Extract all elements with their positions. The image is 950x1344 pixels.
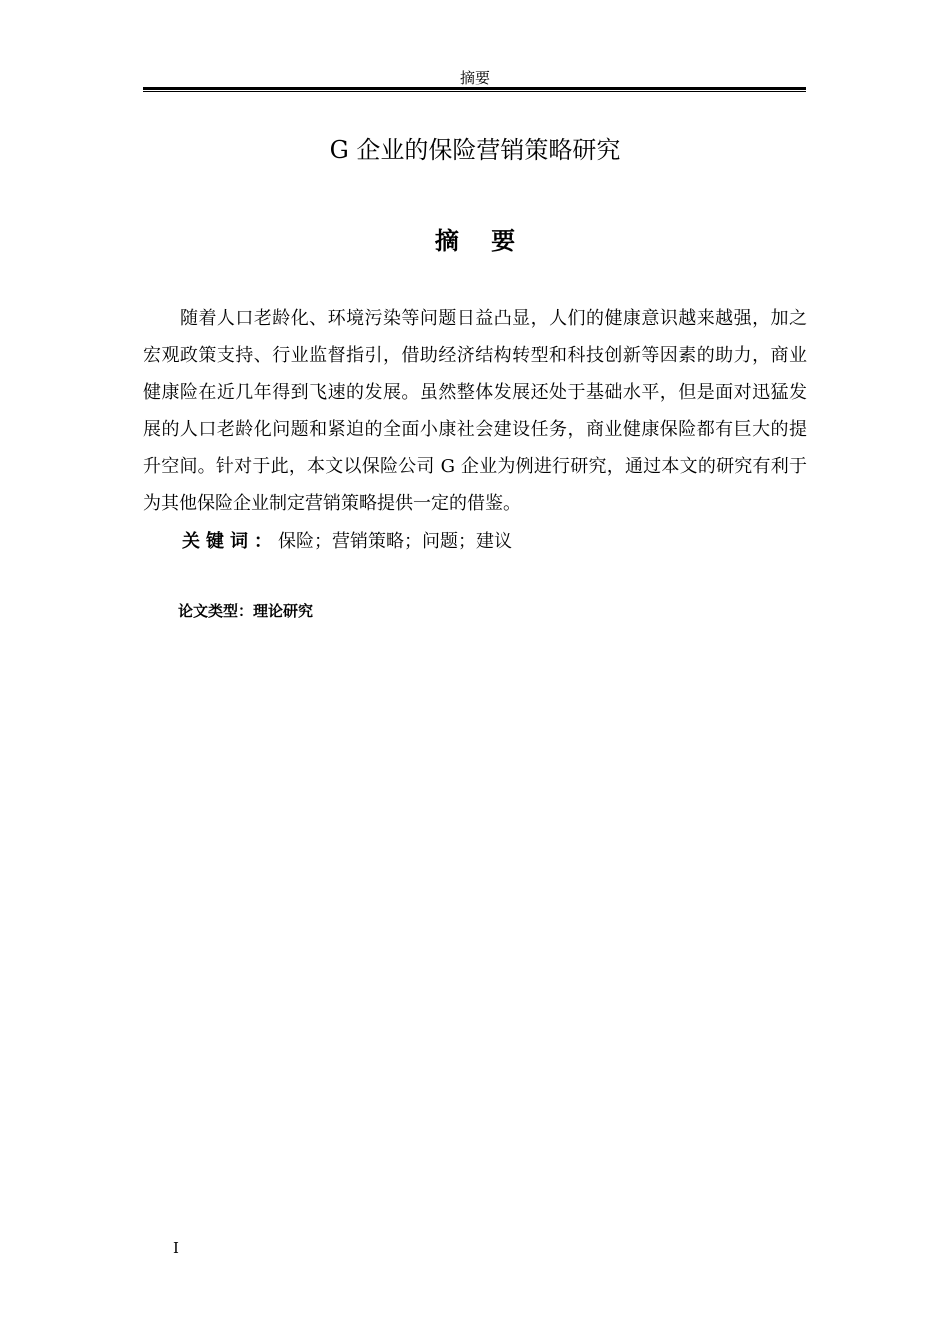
document-title: G 企业的保险营销策略研究 (329, 136, 621, 164)
keywords-value: 保险；营销策略；问题；建议 (278, 531, 512, 552)
keywords-line (182, 523, 512, 560)
abstract-paragraph: 随着人口老龄化、环境污染等问题日益凸显，人们的健康意识越来越强，加之宏观政策支持、行业监督指引，借助经济结构转型和科技创新等因素的助力，商业健康险在近几年得到飞速的发展。虽然整体发展还处于基础水平，但是面对迅猛发展的人口老龄化问题和紧迫的全面小康社会建设任务，商业健康保险都有巨大的提升空间。针对于此，本文以保险公司 G 企业为例进行研究，通过本文的研究有利于为其他保险企业制定营销策略提供一定的借鉴。 (143, 308, 807, 514)
header-rule (143, 87, 806, 90)
page-number: I (173, 1239, 179, 1257)
keywords-label: 关键词： (182, 531, 278, 552)
abstract-heading: 摘 要 (434, 226, 528, 255)
paper-type: 论文类型：理论研究 (178, 602, 314, 620)
header-rule-thin (143, 91, 806, 92)
running-header: 摘要 (459, 69, 490, 87)
